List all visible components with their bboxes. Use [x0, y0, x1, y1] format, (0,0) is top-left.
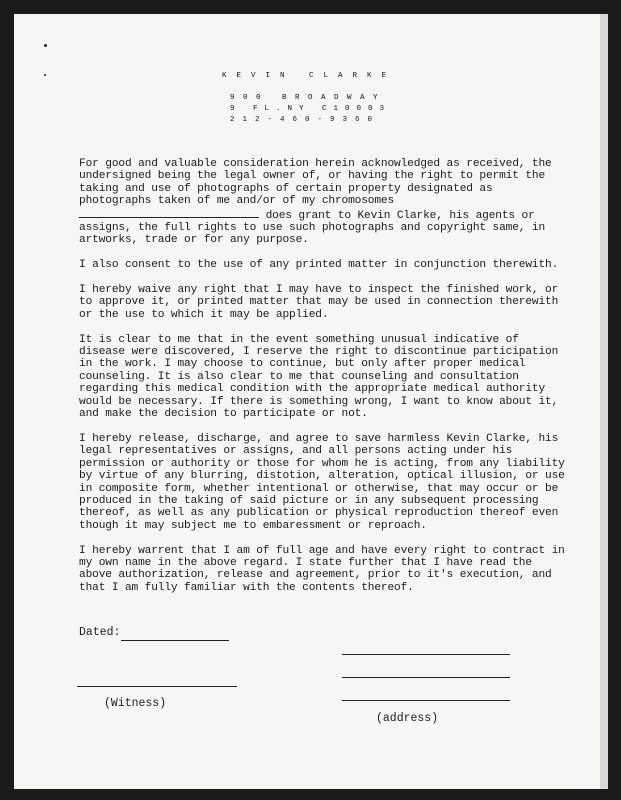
paragraph-consideration: For good and valuable consideration herein acknowledged as received, the undersigned being the legal owner of, or having the right to permit the taking and use of photographs of certain property designated as photographs taken of me and/or of my chromosomes — [79, 158, 552, 208]
paragraph-release: I hereby release, discharge, and agree to save harmless Kevin Clarke, his legal representatives or assigns, and all persons acting under his permission or authority or those for whom he is acting, from any liability by virtue of any blurring, distotion, alteration, optical illusion, or use in composite form, whether intentional or otherwise, that may occur or be produced in the taking of said picture or in any subsequent processing thereof, as well as any publication or physical reproduction thereof even though it may subject me to embaressment or reproach. — [79, 432, 565, 532]
paragraph-consent: I also consent to the use of any printed matter in conjunction therewith. — [79, 259, 559, 272]
letterhead-name: KEVIN CLARKE — [222, 72, 397, 80]
paragraph-waive: I hereby waive any right that I may have to inspect the finished work, or to approve it, or printed matter that may be used in connection therewith or the use to which it may be applied. — [79, 284, 559, 321]
paragraph-medical: It is clear to me that in the event something unusual indicative of disease were discovered, I reserve the right to discontinue participation in the work. I may choose to continue, but only after proper medical counseling. It is also clear to me that counseling and consultation regarding this medical condition with the appropriate medical authority would be necessary. If there is something wrong, I want to know about it, and make the decision to participate or not. — [79, 333, 559, 421]
page-frame-edge — [600, 14, 608, 789]
signature-line — [342, 654, 510, 655]
letterhead-address-line2: 9 FL.NY C10003 — [230, 105, 392, 113]
paragraph-grant — [79, 208, 569, 247]
letterhead-address-line1: 900 BROADWAY — [230, 94, 387, 102]
address-line-2 — [342, 700, 510, 701]
address-label: (address) — [376, 712, 439, 725]
punch-mark — [44, 74, 46, 76]
property-blank-line — [79, 208, 259, 218]
release-body — [79, 158, 569, 607]
address-line-1 — [342, 677, 510, 678]
punch-mark — [44, 44, 47, 47]
dated-label: Dated: — [79, 626, 121, 639]
paragraph-warrant: I hereby warrent that I am of full age and have every right to contract in my own name in the above regard. I state further that I have read the above authorization, release and agreement, prior to it's execution, and that I am fully familiar with the contents thereof. — [79, 544, 565, 594]
letterhead-phone: 212-460-9360 — [230, 116, 381, 124]
witness-label: (Witness) — [104, 697, 167, 710]
paragraph-grant-text: does grant to Kevin Clarke, his agents or assigns, the full rights to use such photographs and copyright same, in artworks, trade or for any purpose. — [79, 209, 546, 247]
witness-signature-line — [77, 686, 237, 687]
dated-signature-line — [121, 640, 229, 641]
